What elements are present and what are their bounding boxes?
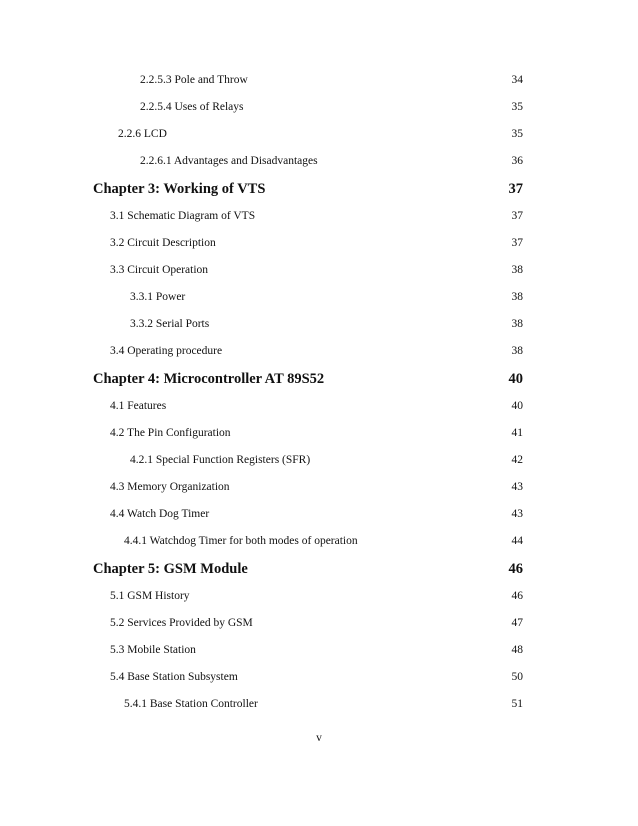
toc-entry-title: 3.3.1 Power	[130, 291, 186, 303]
toc-entry-title: 3.4 Operating procedure	[110, 345, 223, 357]
page-number: v	[316, 732, 322, 744]
toc-entry-page: 48	[511, 644, 523, 656]
toc-entry-title: 3.1 Schematic Diagram of VTS	[110, 210, 256, 222]
toc-entry-page: 38	[511, 345, 523, 357]
toc-entry[interactable]	[0, 423, 638, 443]
toc-entry-title: 5.3 Mobile Station	[110, 644, 196, 656]
toc-entry-page: 38	[511, 318, 523, 330]
toc-chapter-page: 40	[508, 371, 523, 387]
toc-chapter-heading[interactable]	[0, 179, 638, 199]
toc-entry[interactable]	[0, 396, 638, 416]
toc-entry-title: 2.2.6.1 Advantages and Disadvantages	[140, 155, 318, 167]
toc-entry-title: 4.4 Watch Dog Timer	[110, 508, 210, 520]
toc-entry[interactable]	[0, 70, 638, 90]
toc-entry-title: 5.1 GSM History	[110, 590, 190, 602]
toc-entry-title: 2.2.5.3 Pole and Throw	[140, 74, 248, 86]
toc-chapter-heading[interactable]	[0, 369, 638, 389]
toc-chapter-title: Chapter 5: GSM Module	[93, 561, 248, 577]
toc-chapter-title: Chapter 3: Working of VTS	[93, 181, 266, 197]
toc-entry-page: 50	[511, 671, 523, 683]
toc-entry-page: 35	[511, 101, 523, 113]
toc-entry-title: 2.2.5.4 Uses of Relays	[140, 101, 244, 113]
toc-entry[interactable]	[0, 531, 638, 551]
toc-entry[interactable]	[0, 640, 638, 660]
toc-entry-page: 42	[511, 454, 523, 466]
toc-chapter-title: Chapter 4: Microcontroller AT 89S52	[93, 371, 325, 387]
toc-entry[interactable]	[0, 341, 638, 361]
toc-entry[interactable]	[0, 260, 638, 280]
toc-entry-title: 4.2.1 Special Function Registers (SFR)	[130, 454, 311, 466]
toc-entry-page: 41	[511, 427, 523, 439]
toc-entry-page: 43	[511, 481, 523, 493]
toc-entry-page: 36	[511, 155, 523, 167]
toc-entry-page: 46	[511, 590, 523, 602]
toc-entry-page: 40	[511, 400, 523, 412]
toc-entry-page: 51	[511, 698, 523, 710]
toc-entry-title: 3.2 Circuit Description	[110, 237, 216, 249]
toc-entry[interactable]	[0, 97, 638, 117]
toc-entry[interactable]	[0, 206, 638, 226]
toc-entry[interactable]	[0, 667, 638, 687]
toc-entry-page: 47	[511, 617, 523, 629]
toc-entry-page: 34	[511, 74, 523, 86]
toc-entry-page: 35	[511, 128, 523, 140]
toc-entry-page: 37	[511, 210, 523, 222]
toc-entry[interactable]	[0, 694, 638, 714]
toc-entry-title: 5.4 Base Station Subsystem	[110, 671, 238, 683]
toc-entry-title: 5.4.1 Base Station Controller	[124, 698, 258, 710]
toc-entry[interactable]	[0, 233, 638, 253]
toc-entry-title: 4.1 Features	[110, 400, 167, 412]
toc-entry-title: 3.3.2 Serial Ports	[130, 318, 210, 330]
toc-chapter-heading[interactable]	[0, 559, 638, 579]
toc-entry-page: 37	[511, 237, 523, 249]
toc-chapter-page: 46	[508, 561, 523, 577]
toc-entry-title: 5.2 Services Provided by GSM	[110, 617, 253, 629]
toc-entry[interactable]	[0, 450, 638, 470]
toc-entry[interactable]	[0, 314, 638, 334]
toc-entry-title: 3.3 Circuit Operation	[110, 264, 209, 276]
toc-entry[interactable]	[0, 124, 638, 144]
toc-entry[interactable]	[0, 477, 638, 497]
toc-entry-page: 43	[511, 508, 523, 520]
toc-entry[interactable]	[0, 613, 638, 633]
toc-entry-title: 4.3 Memory Organization	[110, 481, 230, 493]
toc-entry-title: 4.4.1 Watchdog Timer for both modes of operation	[124, 535, 358, 547]
toc-chapter-page: 37	[508, 181, 523, 197]
toc-entry-page: 38	[511, 291, 523, 303]
toc-entry-page: 44	[511, 535, 523, 547]
toc-entry-title: 4.2 The Pin Configuration	[110, 427, 231, 439]
toc-entry[interactable]	[0, 586, 638, 606]
toc-entry[interactable]	[0, 151, 638, 171]
toc-entry-title: 2.2.6 LCD	[118, 128, 167, 140]
toc-entry-page: 38	[511, 264, 523, 276]
toc-entry[interactable]	[0, 504, 638, 524]
toc-entry[interactable]	[0, 287, 638, 307]
